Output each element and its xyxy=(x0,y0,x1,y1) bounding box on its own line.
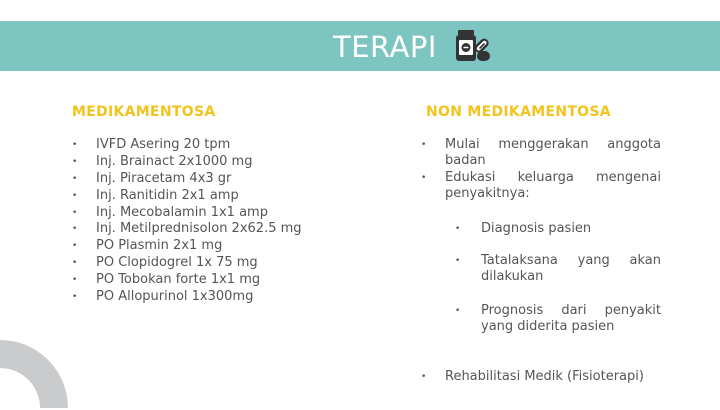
list-item: • Mulai menggerakan anggota badan xyxy=(421,137,661,168)
list-item: • Rehabilitasi Medik (Fisioterapi) xyxy=(421,369,644,384)
list-item: • Inj. Brainact 2x1000 mg xyxy=(72,153,253,169)
medikamentosa-heading: MEDIKAMENTOSA xyxy=(72,104,216,120)
list-item: • PO Allopurinol 1x300mg xyxy=(72,289,254,305)
list-item: • Inj. Mecobalamin 1x1 amp xyxy=(72,204,268,220)
medikamentosa-list xyxy=(72,137,372,306)
medicine-bottle-icon xyxy=(455,29,491,63)
corner-decoration xyxy=(0,340,70,410)
list-item: • Inj. Metilprednisolon 2x62.5 mg xyxy=(72,221,302,237)
list-item: • Inj. Ranitidin 2x1 amp xyxy=(72,187,239,203)
list-item: • Inj. Piracetam 4x3 gr xyxy=(72,170,232,186)
list-item: • IVFD Asering 20 tpm xyxy=(72,137,231,152)
list-item: • PO Clopidogrel 1x 75 mg xyxy=(72,255,258,271)
page-title: TERAPI xyxy=(333,30,437,64)
list-item: • Edukasi keluarga mengenai penyakitnya: xyxy=(421,170,661,201)
list-item: • PO Plasmin 2x1 mg xyxy=(72,238,223,254)
non-medikamentosa-heading: NON MEDIKAMENTOSA xyxy=(426,104,611,120)
list-item: • PO Tobokan forte 1x1 mg xyxy=(72,272,261,288)
